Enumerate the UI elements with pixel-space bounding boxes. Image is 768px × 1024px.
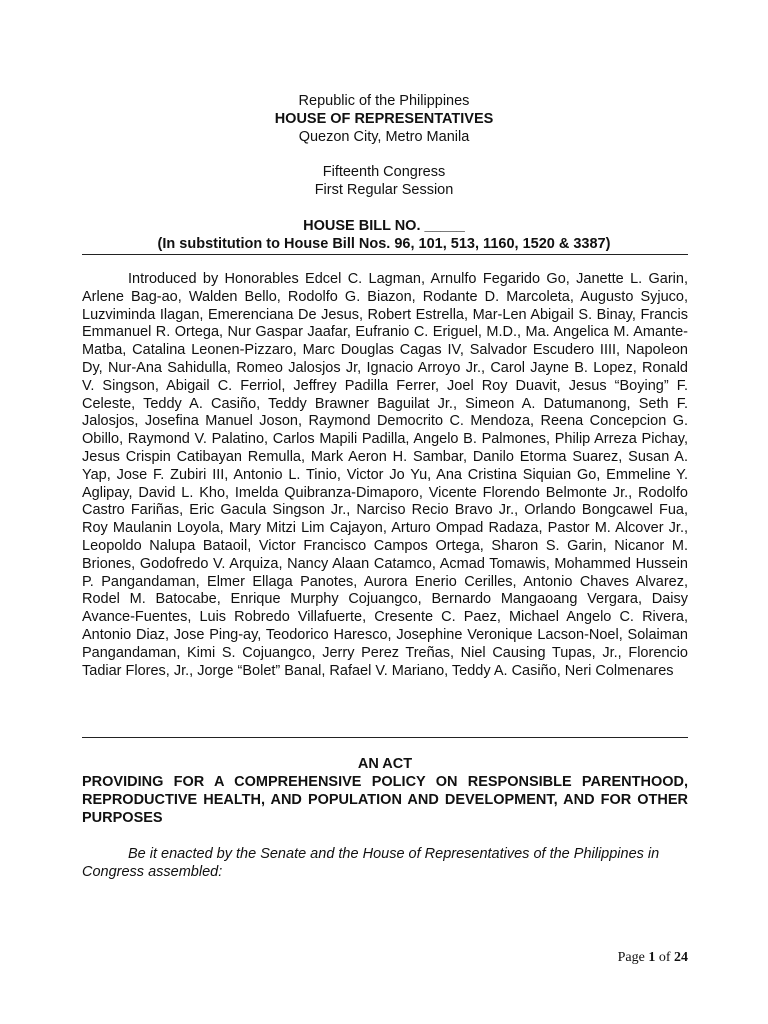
- page-indicator: [618, 950, 688, 966]
- bill-heading: [0, 217, 768, 253]
- act-heading: [82, 755, 688, 827]
- document-header: [0, 92, 768, 199]
- top-divider: [82, 254, 688, 255]
- page-word: Page: [617, 950, 645, 965]
- enacting-clause: Be it enacted by the Senate and the House of Representatives of the Philippines in Congress assembled:: [82, 846, 660, 880]
- house-line: HOUSE OF REPRESENTATIVES: [274, 111, 494, 127]
- bill-number: HOUSE BILL NO. _____: [303, 218, 465, 234]
- location-line: Quezon City, Metro Manila: [298, 129, 470, 145]
- introduction-paragraph: Introduced by Honorables Edcel C. Lagman, Arnulfo Fegarido Go, Janette L. Garin, Arlene Bag-ao, Walden Bello, Rodolfo G. Biazon, Rodante D. Marcoleta, Augusto Syjuco, Luzviminda Ilagan, Emerenciana De Jesus, Robert Estrella, Mar-Len Abigail S. Binay, Francis Emmanuel R. Ortega, Nur Gaspar Jaafar, Eufranio C. Eriguel, M.D., Ma. Angelica M. Amante-Matba, Catalina Leonen-Pizzaro, Marc Douglas Cagas IV, Salvador Escudero IIII, Napoleon Dy, Nur-Ana Sahidulla, Romeo Jalosjos Jr, Ignacio Arroyo Jr., Carol Jayne B. Lopez, Ronald V. Singson, Abigail C. Ferriol, Jeffrey Padilla Ferrer, Joel Roy Duavit, Jesus “Boying” F. Celeste, Teddy A. Casiño, Teddy Brawner Baguilat Jr., Simeon A. Datumanong, Seth F. Jalosjos, Josefina Manuel Joson, Raymond Democrito C. Mendoza, Reena Concepcion G. Obillo, Raymond V. Palatino, Carlos Mapili Padilla, Angelo B. Palmones, Philip Arreza Pichay, Jesus Crispin Catibayan Remulla, Mark Aeron H. Sambar, Danilo Etorma Suarez, Susan A. Yap, Jose F. Zubiri III, Antonio L. Tinio, Victor Jo Yu, Ana Cristina Siquian Go, Emmeline Y. Aglipay, David L. Kho, Imelda Quibranza-Dimaporo, Vicente Florendo Belmonte Jr., Rodolfo Castro Fariñas, Eric Gacula Singson Jr., Narciso Recio Bravo Jr., Orlando Bongcawel Fua, Roy Maulanin Loyola, Mary Mitzi Lim Cajayon, Arturo Ompad Radaza, Pastor M. Alcover Jr., Leopoldo Nalupa Bataoil, Victor Francisco Campos Ortega, Sharon S. Garin, Nicanor M. Briones, Godofredo V. Arquiza, Nancy Alaan Catamco, Acmad Tomawis, Mohammed Hussein P. Pangandaman, Elmer Ellaga Panotes, Aurora Enerio Cerilles, Antonio Chaves Alvarez, Rodel M. Batocabe, Enrique Murphy Cojuangco, Bernardo Mangaoang Vergara, Daisy Avance-Fuentes, Luis Robredo Villafuerte, Cresente C. Paez, Michael Angelo C. Rivera, Antonio Diaz, Jose Ping-ay, Teodorico Haresco, Josephine Veronique Lacson-Noel, Solaiman Pangandaman, Kimi S. Cojuangco, Jerry Perez Treñas, Niel Causing Tupas, Jr., Florencio Tadiar Flores, Jr., Jorge “Bolet” Banal, Rafael V. Mariano, Teddy A. Casiño, Neri Colmenares: [82, 271, 688, 679]
- bottom-divider: [82, 737, 688, 738]
- act-title: AN ACT: [357, 756, 413, 772]
- bill-substitution: (In substitution to House Bill Nos. 96, 101, 513, 1160, 1520 & 3387): [157, 236, 611, 252]
- congress-line: Fifteenth Congress: [322, 164, 446, 180]
- session-line: First Regular Session: [314, 182, 454, 198]
- total-pages: 24: [674, 950, 688, 965]
- current-page: 1: [648, 950, 656, 965]
- republic-line: Republic of the Philippines: [298, 93, 470, 109]
- act-description: PROVIDING FOR A COMPREHENSIVE POLICY ON RESPONSIBLE PARENTHOOD, REPRODUCTIVE HEALTH, AND POPULATION AND DEVELOPMENT, AND FOR OTHER PURPOSES: [82, 774, 688, 826]
- of-word: of: [658, 950, 671, 965]
